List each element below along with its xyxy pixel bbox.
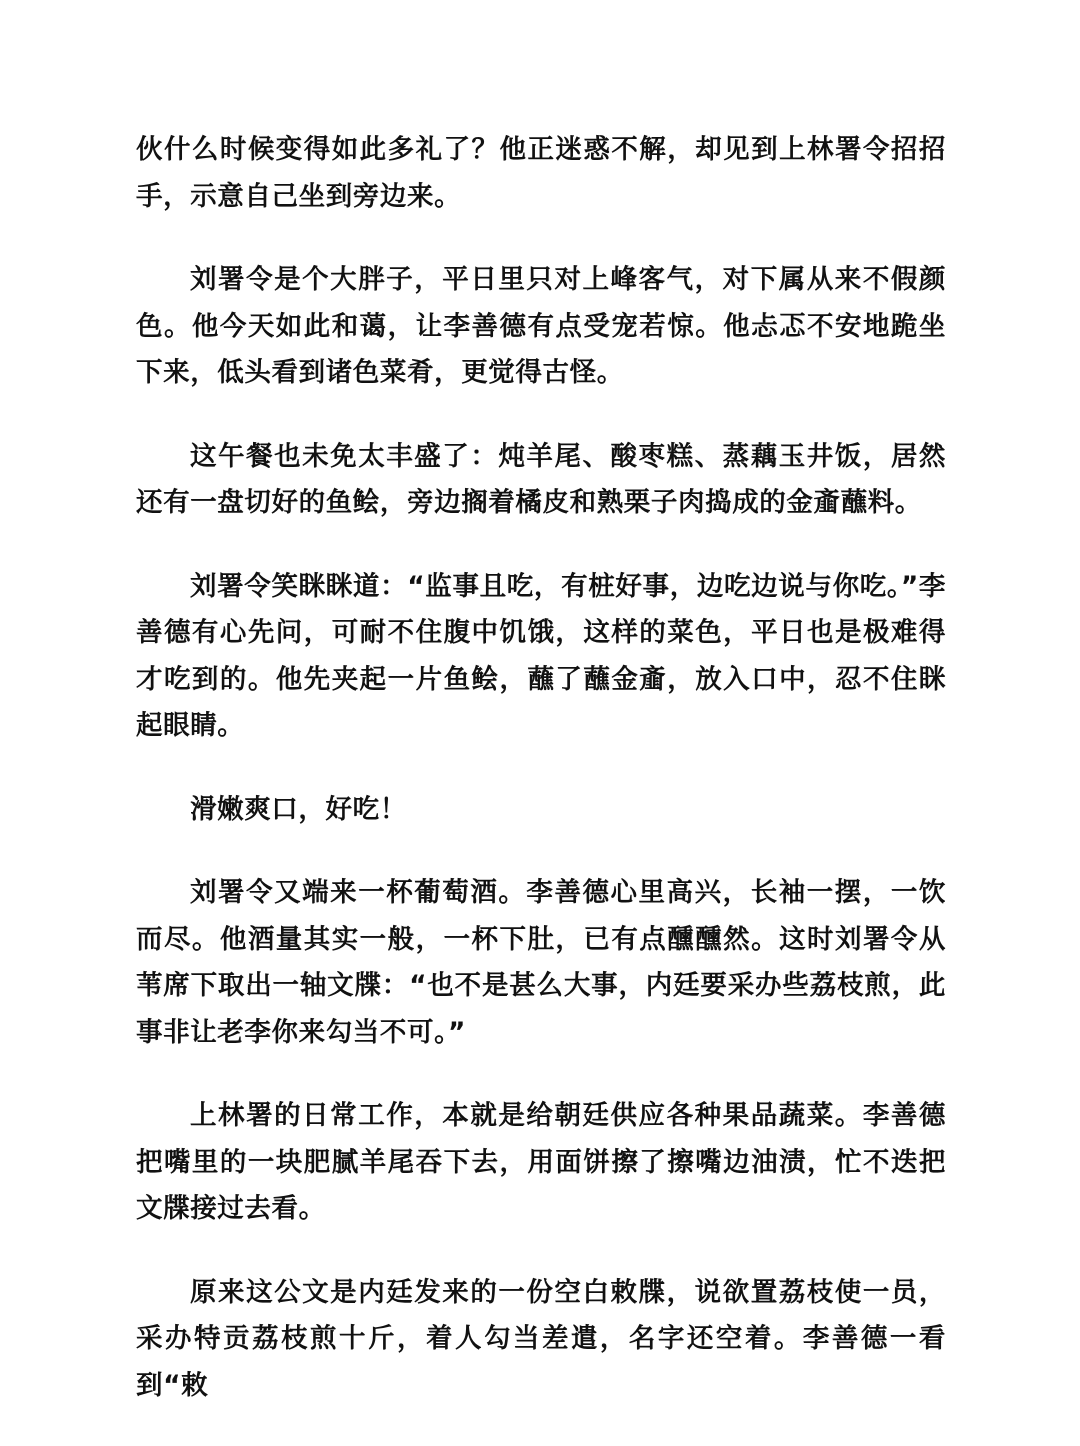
paragraph-3: 这午餐也未免太丰盛了：炖羊尾、酸枣糕、蒸藕玉井饭，居然还有一盘切好的鱼鲙，旁边搁着橘皮和熟栗子肉捣成的金齑蘸料。: [136, 440, 946, 518]
paragraph-7: 上林署的日常工作，本就是给朝廷供应各种果品蔬菜。李善德把嘴里的一块肥腻羊尾吞下去，用面饼擦了擦嘴边油渍，忙不迭把文牒接过去看。: [136, 1100, 946, 1224]
paragraph-8: 原来这公文是内廷发来的一份空白敕牒，说欲置荔枝使一员，采办特贡荔枝煎十斤，着人勾当差遣，名字还空着。李善德一看到“敕: [136, 1276, 946, 1401]
paragraph-6: 刘署令又端来一杯葡萄酒。李善德心里高兴，长袖一摆，一饮而尽。他酒量其实一般，一杯下肚，已有点醺醺然。这时刘署令从苇席下取出一轴文牒：“也不是甚么大事，内廷要采办些荔枝煎，此事非让老李你来勾当不可。”: [136, 877, 946, 1048]
paragraph-4: 刘署令笑眯眯道：“监事且吃，有桩好事，边吃边说与你吃。”李善德有心先问，可耐不住腹中饥饿，这样的菜色，平日也是极难得才吃到的。他先夹起一片鱼鲙，蘸了蘸金齑，放入口中，忍不住眯起眼睛。: [136, 570, 946, 741]
paragraph-1: 伙什么时候变得如此多礼了？他正迷惑不解，却见到上林署令招招手，示意自己坐到旁边来。: [136, 134, 946, 212]
paragraph-2: 刘署令是个大胖子，平日里只对上峰客气，对下属从来不假颜色。他今天如此和蔼，让李善德有点受宠若惊。他忐忑不安地跪坐下来，低头看到诸色菜肴，更觉得古怪。: [136, 264, 946, 388]
article-body: [136, 127, 946, 1446]
paragraph-5: 滑嫩爽口，好吃！: [190, 793, 407, 825]
